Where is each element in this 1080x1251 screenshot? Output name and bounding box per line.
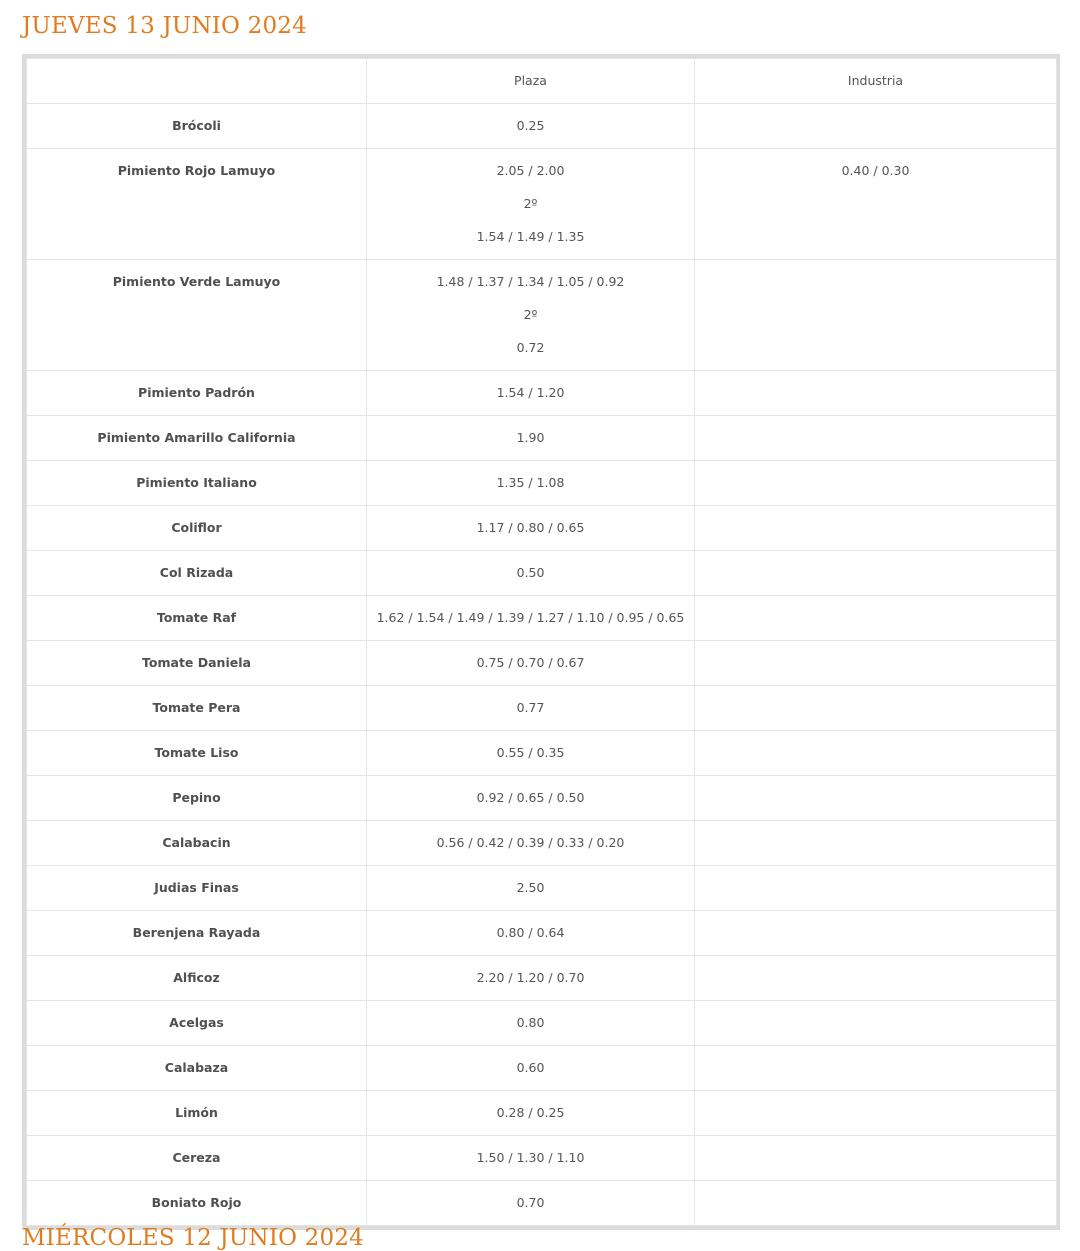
product-name: Judias Finas — [27, 866, 367, 911]
plaza-price-line: 2º — [523, 196, 538, 211]
plaza-price-cell — [367, 260, 695, 371]
table-row — [27, 956, 1057, 1001]
plaza-price-line: 2.50 — [516, 880, 545, 895]
table-row — [27, 821, 1057, 866]
table-row — [27, 551, 1057, 596]
industria-price-cell — [695, 821, 1057, 866]
industria-price-cell — [695, 461, 1057, 506]
plaza-price-cell — [367, 461, 695, 506]
plaza-price-cell — [367, 956, 695, 1001]
table-row — [27, 686, 1057, 731]
plaza-price-line: 0.60 — [516, 1060, 545, 1075]
table-row — [27, 149, 1057, 260]
product-name: Pepino — [27, 776, 367, 821]
plaza-price-cell — [367, 1136, 695, 1181]
table-row — [27, 104, 1057, 149]
industria-price-cell — [695, 551, 1057, 596]
plaza-price-line: 1.90 — [516, 430, 545, 445]
plaza-price-line: 2.05 / 2.00 — [496, 163, 565, 178]
plaza-price-cell — [367, 596, 695, 641]
plaza-price-line: 0.77 — [516, 700, 545, 715]
plaza-price-cell — [367, 551, 695, 596]
product-name: Pimiento Verde Lamuyo — [27, 260, 367, 371]
industria-price-cell — [695, 416, 1057, 461]
table-row — [27, 866, 1057, 911]
product-name: Calabaza — [27, 1046, 367, 1091]
product-name: Pimiento Italiano — [27, 461, 367, 506]
plaza-price-line: 0.72 — [516, 340, 545, 355]
product-name: Tomate Daniela — [27, 641, 367, 686]
plaza-price-cell — [367, 506, 695, 551]
product-name: Calabacin — [27, 821, 367, 866]
industria-price-cell — [695, 686, 1057, 731]
industria-price-cell — [695, 260, 1057, 371]
product-name: Pimiento Padrón — [27, 371, 367, 416]
table-row — [27, 641, 1057, 686]
product-name: Pimiento Amarillo California — [27, 416, 367, 461]
table-row — [27, 1181, 1057, 1226]
plaza-price-line: 0.80 / 0.64 — [496, 925, 565, 940]
plaza-price-line: 1.50 / 1.30 / 1.10 — [476, 1150, 585, 1165]
plaza-price-cell — [367, 371, 695, 416]
industria-price-cell — [695, 506, 1057, 551]
product-name: Limón — [27, 1091, 367, 1136]
plaza-price-line: 1.54 / 1.20 — [496, 385, 565, 400]
day-heading: MIÉRCOLES 12 JUNIO 2024 — [22, 1225, 365, 1251]
industria-price-cell — [695, 641, 1057, 686]
product-name: Coliflor — [27, 506, 367, 551]
industria-price-cell — [695, 1046, 1057, 1091]
plaza-price-line: 1.48 / 1.37 / 1.34 / 1.05 / 0.92 — [436, 274, 625, 289]
header-industria: Industria — [695, 59, 1057, 104]
plaza-price-line: 1.17 / 0.80 / 0.65 — [476, 520, 585, 535]
plaza-price-cell — [367, 149, 695, 260]
plaza-price-line: 0.25 — [516, 118, 545, 133]
plaza-price-cell — [367, 821, 695, 866]
table-row — [27, 416, 1057, 461]
plaza-price-cell — [367, 731, 695, 776]
product-name: Berenjena Rayada — [27, 911, 367, 956]
product-name: Tomate Raf — [27, 596, 367, 641]
header-product — [27, 59, 367, 104]
table-row — [27, 911, 1057, 956]
plaza-price-cell — [367, 1181, 695, 1226]
industria-price-cell — [695, 911, 1057, 956]
prices-table-frame — [22, 54, 1060, 1230]
plaza-price-cell — [367, 1091, 695, 1136]
plaza-price-line: 0.80 — [516, 1015, 545, 1030]
product-name: Brócoli — [27, 104, 367, 149]
plaza-price-line: 0.56 / 0.42 / 0.39 / 0.33 / 0.20 — [436, 835, 625, 850]
industria-price-cell — [695, 1091, 1057, 1136]
plaza-price-line: 2.20 / 1.20 / 0.70 — [476, 970, 585, 985]
plaza-price-cell — [367, 686, 695, 731]
industria-price-cell — [695, 104, 1057, 149]
industria-price-cell — [695, 149, 1057, 260]
plaza-price-cell — [367, 1001, 695, 1046]
plaza-price-line: 1.62 / 1.54 / 1.49 / 1.39 / 1.27 / 1.10 / 0.95 / 0.65 — [376, 610, 685, 625]
product-name: Pimiento Rojo Lamuyo — [27, 149, 367, 260]
industria-price-cell — [695, 866, 1057, 911]
industria-price-cell — [695, 371, 1057, 416]
industria-price-cell — [695, 731, 1057, 776]
product-name: Alficoz — [27, 956, 367, 1001]
industria-price-cell — [695, 1136, 1057, 1181]
product-name: Tomate Pera — [27, 686, 367, 731]
plaza-price-line: 2º — [523, 307, 538, 322]
plaza-price-line: 1.35 / 1.08 — [496, 475, 565, 490]
product-name: Acelgas — [27, 1001, 367, 1046]
plaza-price-line: 0.50 — [516, 565, 545, 580]
plaza-price-cell — [367, 416, 695, 461]
table-row — [27, 1136, 1057, 1181]
table-row — [27, 596, 1057, 641]
industria-price-cell — [695, 596, 1057, 641]
plaza-price-line: 0.55 / 0.35 — [496, 745, 565, 760]
table-row — [27, 260, 1057, 371]
table-row — [27, 1046, 1057, 1091]
industria-price-line: 0.40 / 0.30 — [841, 163, 910, 178]
table-row — [27, 1001, 1057, 1046]
plaza-price-line: 0.28 / 0.25 — [496, 1105, 565, 1120]
plaza-price-line: 0.92 / 0.65 / 0.50 — [476, 790, 585, 805]
table-row — [27, 461, 1057, 506]
industria-price-cell — [695, 776, 1057, 821]
industria-price-cell — [695, 1001, 1057, 1046]
plaza-price-cell — [367, 641, 695, 686]
table-row — [27, 371, 1057, 416]
plaza-price-cell — [367, 911, 695, 956]
table-row — [27, 506, 1057, 551]
prices-table — [26, 58, 1057, 1226]
product-name: Col Rizada — [27, 551, 367, 596]
plaza-price-line: 0.75 / 0.70 / 0.67 — [476, 655, 585, 670]
plaza-price-cell — [367, 866, 695, 911]
table-header-row — [27, 59, 1057, 104]
plaza-price-cell — [367, 1046, 695, 1091]
plaza-price-cell — [367, 776, 695, 821]
table-row — [27, 731, 1057, 776]
day-heading: JUEVES 13 JUNIO 2024 — [22, 13, 307, 39]
industria-price-cell — [695, 1181, 1057, 1226]
plaza-price-cell — [367, 104, 695, 149]
product-name: Tomate Liso — [27, 731, 367, 776]
table-row — [27, 776, 1057, 821]
plaza-price-line: 1.54 / 1.49 / 1.35 — [476, 229, 585, 244]
header-plaza: Plaza — [367, 59, 695, 104]
product-name: Cereza — [27, 1136, 367, 1181]
industria-price-cell — [695, 956, 1057, 1001]
plaza-price-line: 0.70 — [516, 1195, 545, 1210]
product-name: Boniato Rojo — [27, 1181, 367, 1226]
table-row — [27, 1091, 1057, 1136]
